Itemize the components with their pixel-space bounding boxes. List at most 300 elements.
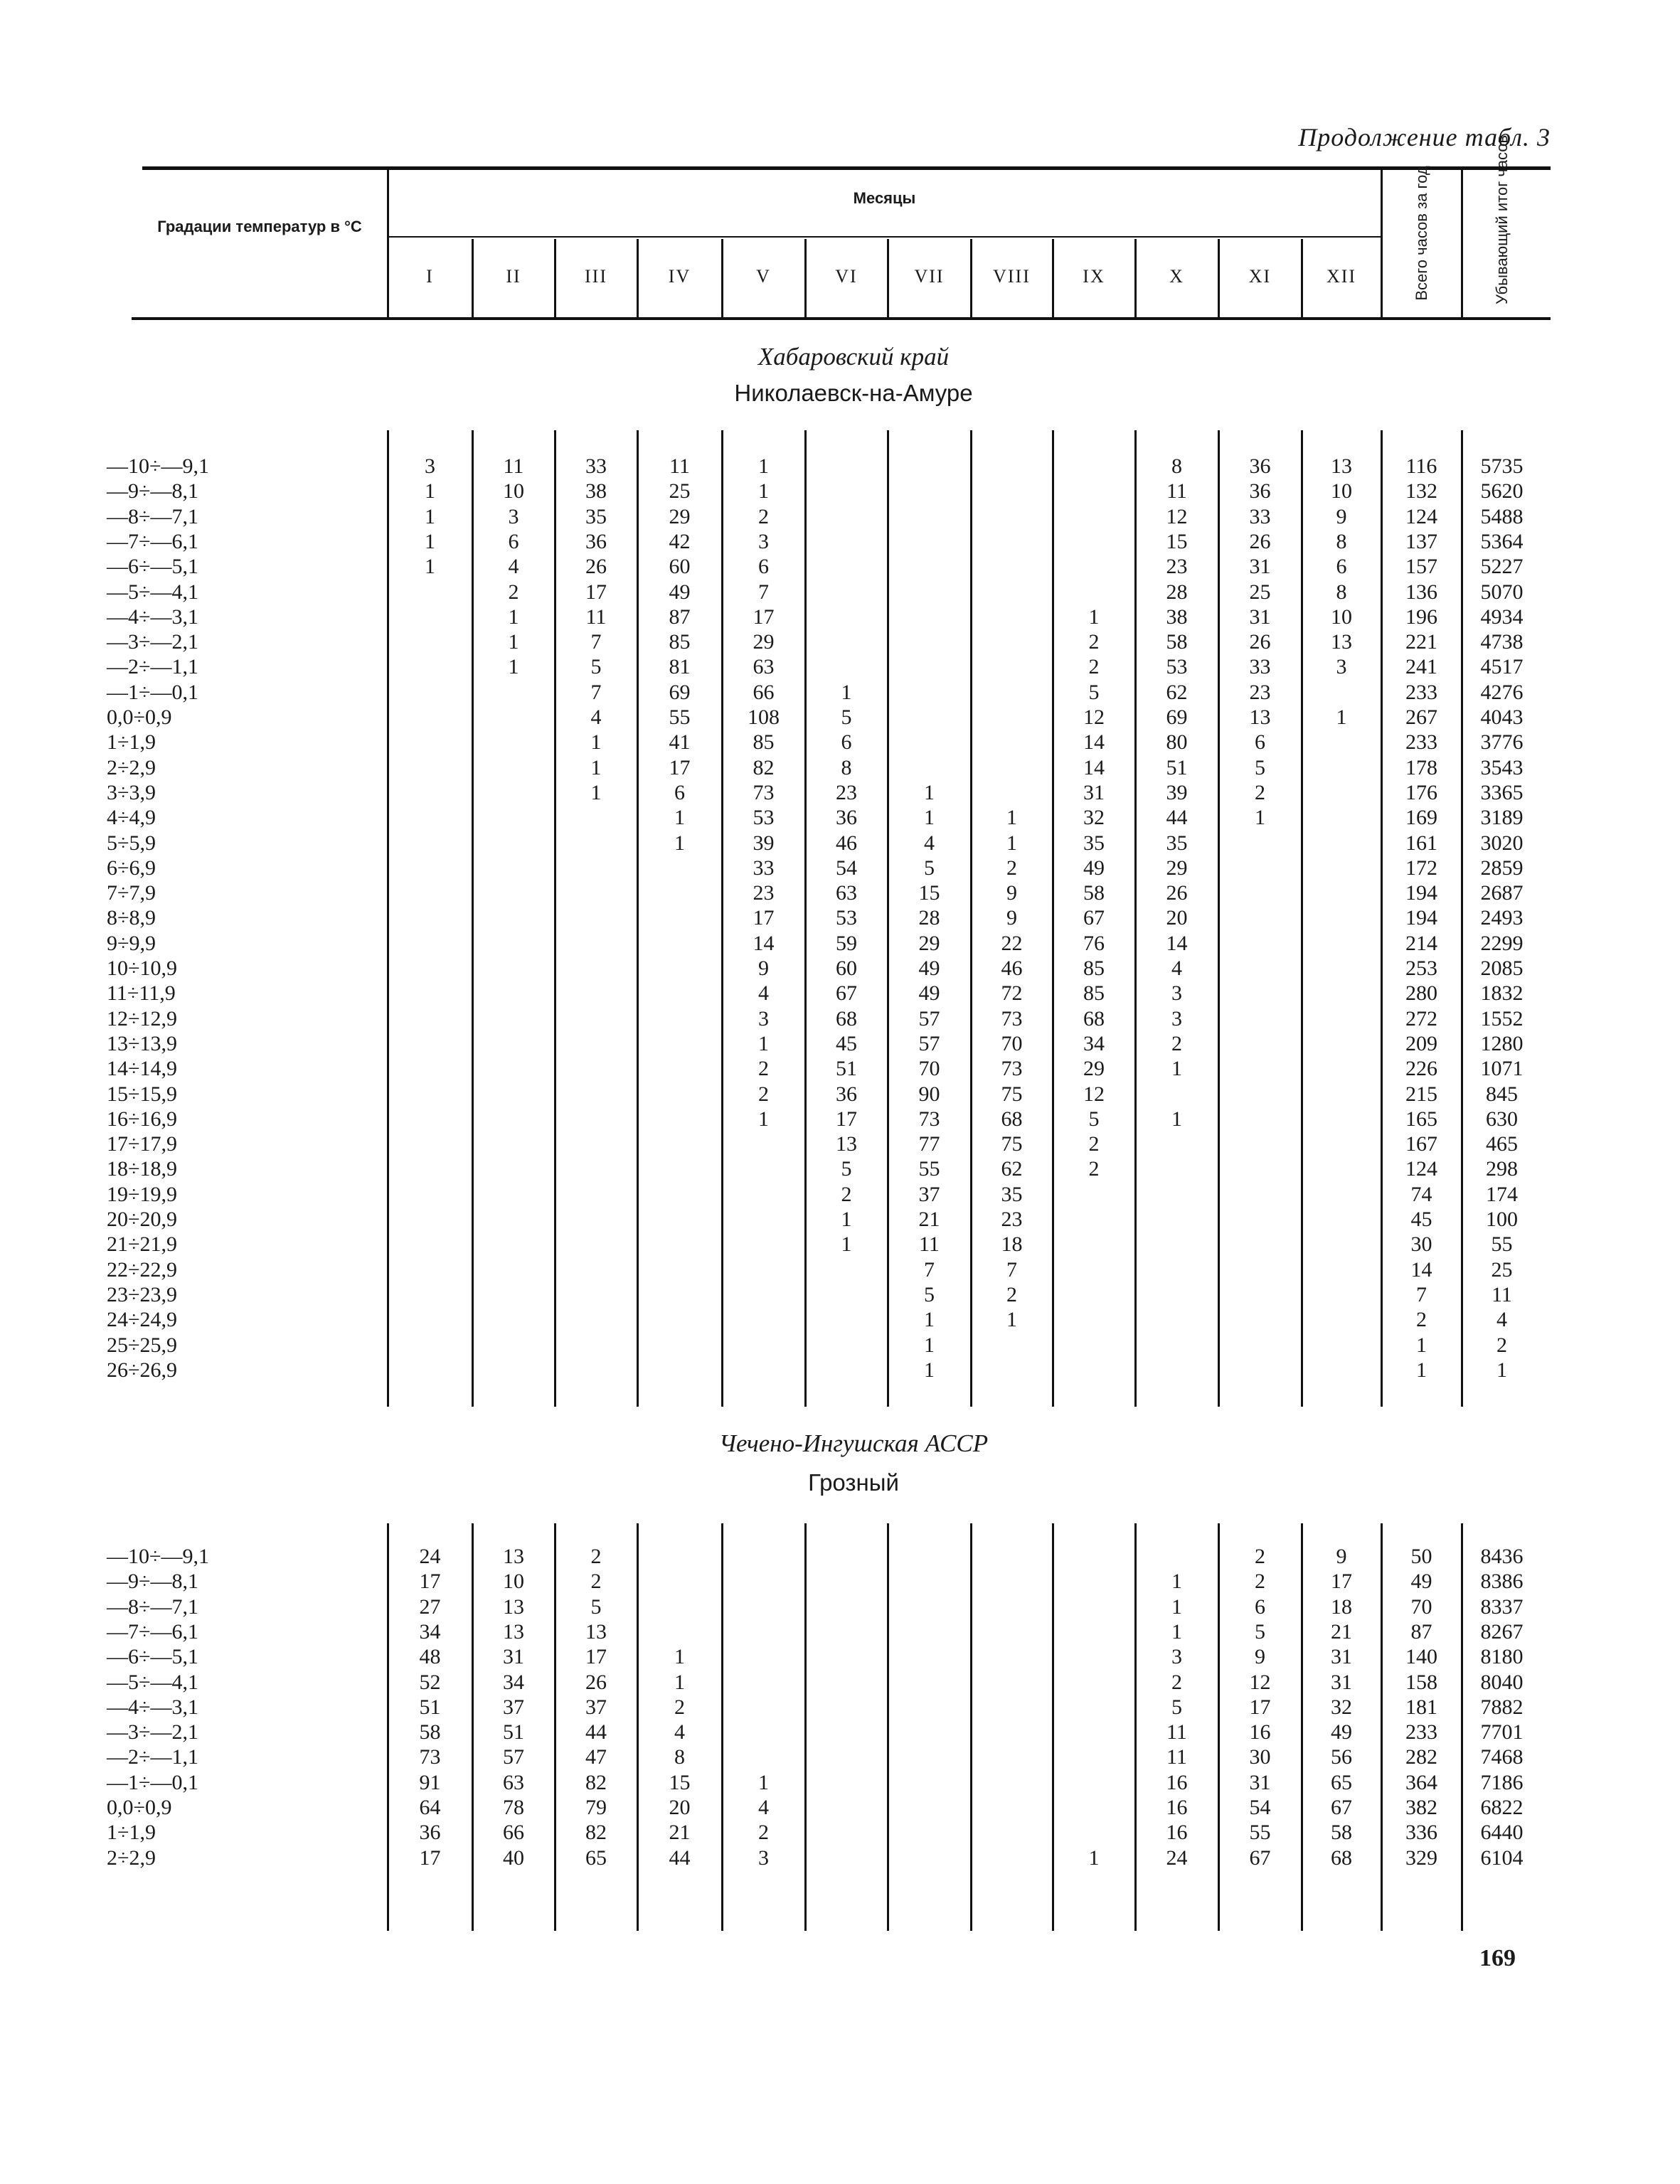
table-cell: 49 xyxy=(1331,1720,1352,1744)
table-cell: 7 xyxy=(1416,1282,1427,1306)
table-cell: 58 xyxy=(1331,1821,1352,1845)
table-cell: 17 xyxy=(836,1107,857,1131)
table-cell: 17 xyxy=(585,1645,607,1669)
table-cell: 39 xyxy=(753,831,775,855)
table-cell: 1 xyxy=(924,1333,935,1357)
month-III: III xyxy=(585,266,607,287)
table-cell: 81 xyxy=(669,655,691,679)
table-cell: 7 xyxy=(1006,1257,1017,1282)
table-cell: 124 xyxy=(1405,504,1437,528)
table-cell: 39 xyxy=(1166,780,1188,804)
table-cell: 14 xyxy=(753,931,775,955)
table-cell: 21 xyxy=(918,1208,940,1231)
table-cell: 6 xyxy=(1255,730,1265,755)
table-cell: 8040 xyxy=(1480,1670,1524,1694)
row-label: —10÷—9,1 xyxy=(107,454,209,478)
table-cell: 9 xyxy=(1336,1545,1347,1568)
month-VIII: VIII xyxy=(993,266,1031,287)
table-cell: 1 xyxy=(924,806,935,830)
row-label: —4÷—3,1 xyxy=(107,604,198,629)
table-cell: 76 xyxy=(1083,931,1105,955)
row-label: —1÷—0,1 xyxy=(107,1770,198,1794)
table-cell: 1552 xyxy=(1480,1006,1524,1030)
table-cell: 16 xyxy=(1166,1770,1188,1794)
table-cell: 85 xyxy=(1083,957,1105,980)
table-cell: 73 xyxy=(1001,1057,1023,1081)
row-label: —9÷—8,1 xyxy=(107,479,198,504)
table-cell: 2687 xyxy=(1480,881,1524,905)
table-cell: 6104 xyxy=(1480,1845,1524,1870)
table-cell: 5 xyxy=(1171,1695,1182,1719)
table-cell: 4 xyxy=(924,831,935,855)
table-cell: 1 xyxy=(758,1770,769,1794)
table-cell: 62 xyxy=(1166,680,1188,704)
months-header: Месяцы xyxy=(853,189,916,207)
table-cell: 5 xyxy=(1088,1107,1100,1131)
table-cell: 14 xyxy=(1083,755,1105,779)
table-cell: 51 xyxy=(503,1720,524,1744)
top-rule xyxy=(142,166,1551,170)
table-cell: 59 xyxy=(836,931,857,955)
table-cell: 32 xyxy=(1331,1695,1352,1719)
table-cell: 1 xyxy=(425,529,435,553)
table-cell: 8 xyxy=(1171,454,1182,478)
table-cell: 62 xyxy=(1001,1157,1023,1181)
table-cell: 6822 xyxy=(1480,1796,1524,1819)
table-cell: 5 xyxy=(841,1157,852,1181)
row-label: —6÷—5,1 xyxy=(107,1645,198,1669)
table-cell: 5 xyxy=(841,705,852,729)
column-rule xyxy=(970,1523,972,1931)
table-cell: 65 xyxy=(1331,1770,1352,1794)
table-cell: 13 xyxy=(836,1132,857,1156)
table-cell: 55 xyxy=(1491,1232,1513,1257)
row-label: —2÷—1,1 xyxy=(107,1745,198,1769)
table-cell: 1 xyxy=(758,454,769,478)
table-cell: 60 xyxy=(669,555,691,579)
table-cell: 7701 xyxy=(1480,1720,1524,1744)
table-cell: 6 xyxy=(508,529,519,553)
table-cell: 17 xyxy=(753,906,775,930)
month-XI: XI xyxy=(1248,266,1272,287)
table-cell: 44 xyxy=(1166,806,1188,830)
table-cell: 241 xyxy=(1405,655,1437,679)
table-cell: 32 xyxy=(1083,806,1105,830)
table-cell: 9 xyxy=(1006,881,1017,905)
table-cell: 8 xyxy=(1336,580,1347,604)
table-cell: 233 xyxy=(1405,680,1437,704)
table-cell: 70 xyxy=(1001,1031,1023,1055)
table-cell: 2 xyxy=(1496,1333,1507,1357)
row-label: —7÷—6,1 xyxy=(107,1619,198,1644)
table-cell: 7 xyxy=(758,580,769,604)
table-cell: 2 xyxy=(758,1057,769,1081)
table-cell: 29 xyxy=(753,630,775,654)
table-cell: 1 xyxy=(1496,1358,1507,1382)
table-cell: 1 xyxy=(508,630,519,654)
table-cell: 36 xyxy=(836,1082,857,1106)
cumulative-header: Убывающий итог часов xyxy=(1492,134,1511,304)
table-cell: 53 xyxy=(1166,655,1188,679)
table-cell: 63 xyxy=(753,655,775,679)
table-cell: 29 xyxy=(669,504,691,528)
table-cell: 298 xyxy=(1486,1157,1518,1181)
table-cell: 194 xyxy=(1405,881,1437,905)
table-cell: 1 xyxy=(1171,1619,1182,1644)
row-label: —2÷—1,1 xyxy=(107,655,198,679)
row-label: 24÷24,9 xyxy=(107,1308,177,1332)
table-cell: 4 xyxy=(758,981,769,1006)
row-label: —8÷—7,1 xyxy=(107,1594,198,1619)
table-cell: 253 xyxy=(1405,957,1437,980)
table-cell: 1 xyxy=(924,1358,935,1382)
table-cell: 17 xyxy=(753,604,775,629)
page-number: 169 xyxy=(1479,1945,1516,1971)
table-cell: 70 xyxy=(918,1057,940,1081)
table-cell: 56 xyxy=(1331,1745,1352,1769)
table-cell: 67 xyxy=(1083,906,1105,930)
table-cell: 215 xyxy=(1405,1082,1437,1106)
table-cell: 2 xyxy=(1171,1031,1182,1055)
table-cell: 4043 xyxy=(1480,705,1524,729)
table-cell: 1 xyxy=(1171,1057,1182,1081)
table-cell: 51 xyxy=(836,1057,857,1081)
table-cell: 67 xyxy=(836,981,857,1006)
table-cell: 4517 xyxy=(1480,655,1524,679)
table-cell: 36 xyxy=(1249,454,1271,478)
table-cell: 35 xyxy=(585,504,607,528)
table-cell: 11 xyxy=(1166,1745,1187,1769)
table-cell: 54 xyxy=(1249,1796,1271,1819)
row-label: —7÷—6,1 xyxy=(107,529,198,553)
table-cell: 20 xyxy=(669,1796,691,1819)
table-cell: 158 xyxy=(1405,1670,1437,1694)
table-cell: 1 xyxy=(590,780,602,804)
table-cell: 2 xyxy=(1088,655,1100,679)
table-cell: 3 xyxy=(1171,981,1182,1006)
table-cell: 194 xyxy=(1405,906,1437,930)
table-cell: 26 xyxy=(585,1670,607,1694)
table-cell: 55 xyxy=(918,1157,940,1181)
table-cell: 16 xyxy=(1166,1821,1188,1845)
table-cell: 85 xyxy=(1083,981,1105,1006)
table-cell: 13 xyxy=(585,1619,607,1644)
table-cell: 221 xyxy=(1405,630,1437,654)
table-cell: 14 xyxy=(1083,730,1105,755)
table-cell: 21 xyxy=(1331,1619,1352,1644)
table-cell: 51 xyxy=(419,1695,441,1719)
table-cell: 10 xyxy=(503,1570,524,1594)
table-cell: 23 xyxy=(836,780,857,804)
table-cell: 1071 xyxy=(1480,1057,1524,1081)
table-cell: 85 xyxy=(753,730,775,755)
table-cell: 23 xyxy=(1001,1208,1023,1231)
table-cell: 15 xyxy=(918,881,940,905)
row-label: 15÷15,9 xyxy=(107,1082,177,1106)
row-label: —3÷—2,1 xyxy=(107,630,198,654)
table-cell: 11 xyxy=(1492,1282,1512,1306)
table-cell: 37 xyxy=(918,1182,940,1206)
table-cell: 2 xyxy=(758,1082,769,1106)
table-cell: 48 xyxy=(419,1645,441,1669)
table-cell: 2 xyxy=(1255,1545,1265,1568)
table-cell: 1 xyxy=(1006,1308,1017,1332)
table-cell: 28 xyxy=(918,906,940,930)
table-cell: 2 xyxy=(1088,630,1100,654)
table-cell: 36 xyxy=(1249,479,1271,504)
row-label: —5÷—4,1 xyxy=(107,1670,198,1694)
table-cell: 13 xyxy=(1331,454,1352,478)
row-label: 25÷25,9 xyxy=(107,1333,177,1357)
table-cell: 4 xyxy=(590,705,602,729)
table-cell: 26 xyxy=(585,555,607,579)
row-label: 9÷9,9 xyxy=(107,931,156,955)
table-cell: 3 xyxy=(1171,1006,1182,1030)
table-cell: 23 xyxy=(1249,680,1271,704)
table-cell: 1 xyxy=(1088,1845,1100,1870)
table-cell: 29 xyxy=(918,931,940,955)
row-label: —8÷—7,1 xyxy=(107,504,198,528)
table-cell: 8337 xyxy=(1480,1594,1524,1619)
table-cell: 25 xyxy=(1491,1257,1513,1282)
table-cell: 31 xyxy=(503,1645,524,1669)
table-cell: 5 xyxy=(590,655,602,679)
table-cell: 9 xyxy=(758,957,769,980)
table-cell: 2 xyxy=(1006,1282,1017,1306)
table-cell: 73 xyxy=(753,780,775,804)
table-cell: 66 xyxy=(503,1821,524,1845)
table-cell: 3 xyxy=(425,454,435,478)
table-cell: 8 xyxy=(1336,529,1347,553)
table-cell: 5 xyxy=(924,1282,935,1306)
table-cell: 7 xyxy=(590,680,602,704)
table-cell: 5735 xyxy=(1480,454,1524,478)
row-label: 0,0÷0,9 xyxy=(107,705,172,729)
row-label: 22÷22,9 xyxy=(107,1257,177,1282)
table-cell: 82 xyxy=(585,1770,607,1794)
table-cell: 44 xyxy=(669,1845,691,1870)
table-cell: 17 xyxy=(669,755,691,779)
table-cell: 4934 xyxy=(1480,604,1524,629)
table-cell: 209 xyxy=(1405,1031,1437,1055)
table-cell: 11 xyxy=(1166,1720,1187,1744)
table-cell: 226 xyxy=(1405,1057,1437,1081)
table-cell: 12 xyxy=(1083,1082,1105,1106)
table-cell: 1 xyxy=(674,1670,685,1694)
table-cell: 630 xyxy=(1486,1107,1518,1131)
table-cell: 181 xyxy=(1405,1695,1437,1719)
table-cell: 37 xyxy=(503,1695,524,1719)
table-cell: 41 xyxy=(669,730,691,755)
table-cell: 6 xyxy=(758,555,769,579)
table-cell: 12 xyxy=(1249,1670,1271,1694)
row-label: 3÷3,9 xyxy=(107,780,156,804)
table-cell: 49 xyxy=(1083,856,1105,880)
table-cell: 116 xyxy=(1405,454,1437,478)
table-cell: 9 xyxy=(1255,1645,1265,1669)
row-label: 4÷4,9 xyxy=(107,806,156,830)
table-cell: 12 xyxy=(1083,705,1105,729)
table-cell: 40 xyxy=(503,1845,524,1870)
table-cell: 91 xyxy=(419,1770,441,1794)
table-cell: 10 xyxy=(1331,479,1352,504)
table-cell: 11 xyxy=(1166,479,1187,504)
table-cell: 21 xyxy=(669,1821,691,1845)
table-cell: 4 xyxy=(758,1796,769,1819)
table-cell: 5364 xyxy=(1480,529,1524,553)
table-cell: 2 xyxy=(1088,1157,1100,1181)
table-cell: 2859 xyxy=(1480,856,1524,880)
table-cell: 58 xyxy=(419,1720,441,1744)
row-label: 23÷23,9 xyxy=(107,1282,177,1306)
table-cell: 8267 xyxy=(1480,1619,1524,1644)
region-title: Чечено-Ингушская АССР xyxy=(718,1429,989,1457)
table-cell: 47 xyxy=(585,1745,607,1769)
table-cell: 8386 xyxy=(1480,1570,1524,1594)
table-cell: 5 xyxy=(1088,680,1100,704)
table-cell: 137 xyxy=(1405,529,1437,553)
table-cell: 1 xyxy=(841,680,852,704)
table-cell: 44 xyxy=(585,1720,607,1744)
table-cell: 68 xyxy=(1083,1006,1105,1030)
table-cell: 90 xyxy=(918,1082,940,1106)
table-cell: 20 xyxy=(1166,906,1188,930)
table-cell: 69 xyxy=(669,680,691,704)
table-cell: 46 xyxy=(1001,957,1023,980)
table-cell: 161 xyxy=(1405,831,1437,855)
table-cell: 382 xyxy=(1405,1796,1437,1819)
table-cell: 1 xyxy=(841,1232,852,1257)
row-label: 6÷6,9 xyxy=(107,856,156,880)
table-cell: 87 xyxy=(669,604,691,629)
table-cell: 178 xyxy=(1405,755,1437,779)
table-cell: 57 xyxy=(503,1745,524,1769)
table-cell: 132 xyxy=(1405,479,1437,504)
table-cell: 66 xyxy=(753,680,775,704)
table-cell: 233 xyxy=(1405,730,1437,755)
table-cell: 13 xyxy=(503,1594,524,1619)
table-cell: 16 xyxy=(1166,1796,1188,1819)
table-cell: 1 xyxy=(1336,705,1347,729)
row-label: 19÷19,9 xyxy=(107,1182,177,1206)
row-label: —4÷—3,1 xyxy=(107,1695,198,1719)
month-IV: IV xyxy=(668,266,691,287)
table-cell: 2 xyxy=(590,1570,602,1594)
table-cell: 1 xyxy=(1006,831,1017,855)
month-V: V xyxy=(756,266,771,287)
row-label: 21÷21,9 xyxy=(107,1232,177,1257)
row-label: 12÷12,9 xyxy=(107,1006,177,1030)
table-cell: 8436 xyxy=(1480,1545,1524,1568)
table-cell: 36 xyxy=(419,1821,441,1845)
table-cell: 5488 xyxy=(1480,504,1524,528)
table-cell: 17 xyxy=(1249,1695,1271,1719)
table-cell: 31 xyxy=(1249,1770,1271,1794)
table-cell: 63 xyxy=(836,881,857,905)
table-cell: 7468 xyxy=(1480,1745,1524,1769)
row-label: —6÷—5,1 xyxy=(107,555,198,579)
table-cell: 3 xyxy=(758,1845,769,1870)
table-cell: 5 xyxy=(1255,1619,1265,1644)
table-cell: 2085 xyxy=(1480,957,1524,980)
table-cell: 4 xyxy=(1496,1308,1507,1332)
row-label: —3÷—2,1 xyxy=(107,1720,198,1744)
table-cell: 1 xyxy=(758,1031,769,1055)
table-cell: 2 xyxy=(1006,856,1017,880)
city-title: Грозный xyxy=(808,1469,899,1496)
table-cell: 74 xyxy=(1410,1182,1432,1206)
row-label: —9÷—8,1 xyxy=(107,1570,198,1594)
row-label: 1÷1,9 xyxy=(107,730,156,755)
table-cell: 1 xyxy=(758,1107,769,1131)
table-cell: 1 xyxy=(674,806,685,830)
table-cell: 1 xyxy=(674,831,685,855)
row-label: 14÷14,9 xyxy=(107,1057,177,1081)
table-cell: 6 xyxy=(674,780,685,804)
table-cell: 2 xyxy=(1416,1308,1427,1332)
table-cell: 136 xyxy=(1405,580,1437,604)
table-cell: 35 xyxy=(1083,831,1105,855)
table-cell: 27 xyxy=(419,1594,441,1619)
table-cell: 1 xyxy=(1006,806,1017,830)
table-cell: 31 xyxy=(1331,1645,1352,1669)
table-cell: 214 xyxy=(1405,931,1437,955)
table-cell: 53 xyxy=(753,806,775,830)
table-cell: 72 xyxy=(1001,981,1023,1006)
row-label: 2÷2,9 xyxy=(107,1845,156,1870)
table-cell: 42 xyxy=(669,529,691,553)
row-label: 1÷1,9 xyxy=(107,1821,156,1845)
table-cell: 54 xyxy=(836,856,857,880)
table-cell: 4 xyxy=(674,1720,685,1744)
table-cell: 6 xyxy=(1255,1594,1265,1619)
table-cell: 1 xyxy=(508,655,519,679)
table-cell: 73 xyxy=(918,1107,940,1131)
row-label: 13÷13,9 xyxy=(107,1031,177,1055)
table-cell: 3 xyxy=(1336,655,1347,679)
table-cell: 9 xyxy=(1336,504,1347,528)
table-cell: 53 xyxy=(836,906,857,930)
table-cell: 3776 xyxy=(1480,730,1524,755)
table-cell: 1 xyxy=(1416,1333,1427,1357)
table-cell: 17 xyxy=(1331,1570,1352,1594)
month-VII: VII xyxy=(914,266,945,287)
table-cell: 7 xyxy=(590,630,602,654)
table-cell: 29 xyxy=(1166,856,1188,880)
table-cell: 35 xyxy=(1001,1182,1023,1206)
table-cell: 34 xyxy=(1083,1031,1105,1055)
table-cell: 167 xyxy=(1405,1132,1437,1156)
table-cell: 65 xyxy=(585,1845,607,1870)
row-label: 5÷5,9 xyxy=(107,831,156,855)
table-cell: 364 xyxy=(1405,1770,1437,1794)
header-bottom-rule xyxy=(132,317,1551,320)
table-cell: 10 xyxy=(1331,604,1352,629)
row-label: 2÷2,9 xyxy=(107,755,156,779)
table-cell: 2 xyxy=(1088,1132,1100,1156)
table-cell: 57 xyxy=(918,1031,940,1055)
table-cell: 13 xyxy=(503,1619,524,1644)
table-cell: 2 xyxy=(758,504,769,528)
table-cell: 79 xyxy=(585,1796,607,1819)
table-cell: 22 xyxy=(1001,931,1023,955)
month-IX: IX xyxy=(1083,266,1105,287)
table-cell: 33 xyxy=(1249,655,1271,679)
table-cell: 174 xyxy=(1486,1182,1518,1206)
table-cell: 4 xyxy=(1171,957,1182,980)
table-cell: 100 xyxy=(1486,1208,1518,1231)
table-cell: 24 xyxy=(1166,1845,1188,1870)
